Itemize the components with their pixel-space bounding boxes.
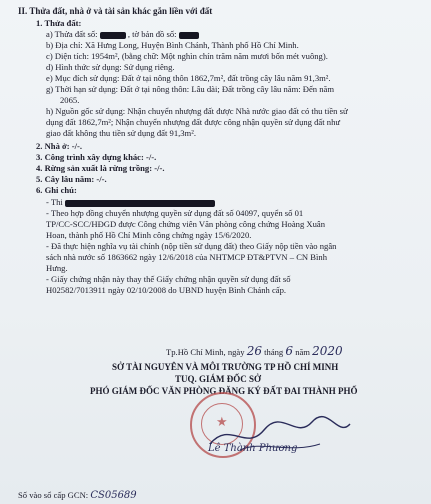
- signer-name: Lê Thành Phương: [208, 443, 298, 454]
- usage-term-line1: g) Thời hạn sử dụng: Đất ở tại nông thôn: Lâu dài; Đất trồng cây lâu năm: Đến năm: [46, 84, 335, 94]
- note-2: - Theo hợp đồng chuyển nhượng quyền sử dụng đất số 04097, quyển số 01: [46, 208, 304, 218]
- parcel-number-line: [46, 29, 199, 39]
- note-9: H02582/7013911 ngày 02/10/2008 do UBND huyện Bình Chánh cấp.: [46, 285, 287, 295]
- signing-year: 2020: [312, 344, 343, 358]
- note-3: TP/CC-SCC/HĐGD được Công chứng viên Văn phòng công chứng Hoàng Xuân: [46, 219, 326, 229]
- other-construction-item: 3. Công trình xây dựng khác: -/-.: [36, 152, 157, 162]
- note-7: Hưng.: [46, 263, 68, 273]
- section-title: II. Thửa đất, nhà ở và tài sản khác gắn liền với đất: [18, 6, 213, 16]
- signing-month: 6: [285, 344, 294, 358]
- signing-date: [166, 346, 343, 357]
- parcel-number-redacted: [100, 32, 126, 39]
- map-sheet-label: , tờ bản đồ số:: [127, 29, 177, 39]
- note-4: Hoan, thành phố Hồ Chí Minh công chứng ngày 15/6/2020.: [46, 230, 252, 240]
- registration-number: [18, 490, 137, 501]
- parcel-area: c) Diện tích: 1954m², (bằng chữ: Một nghìn chín trăm năm mươi bốn mét vuông).: [46, 51, 328, 61]
- parcel-address: b) Địa chỉ: Xã Hưng Long, Huyện Bình Chánh, Thành phố Hồ Chí Minh.: [46, 40, 299, 50]
- parcel-number-label: a) Thửa đất số:: [46, 29, 98, 39]
- map-sheet-redacted: [179, 32, 199, 39]
- signer-position: PHÓ GIÁM ĐỐC VĂN PHÒNG ĐĂNG KÝ ĐẤT ĐAI THÀNH PHỐ: [90, 386, 358, 396]
- signing-day: 26: [246, 344, 262, 358]
- usage-term-line2: 2065.: [60, 95, 80, 105]
- usage-origin-line3: giao đất không thu tiền sử dụng đất 91,3m².: [46, 128, 196, 138]
- forest-item: 4. Rừng sản xuất là rừng trồng: -/-.: [36, 163, 165, 173]
- seal-star-icon: ★: [216, 414, 228, 429]
- authority-name: SỞ TÀI NGUYÊN VÀ MÔI TRƯỜNG TP HỒ CHÍ MINH: [112, 362, 339, 372]
- year-label: năm: [295, 347, 310, 357]
- usage-origin-line1: h) Nguồn gốc sử dụng: Nhận chuyển nhượng đất được Nhà nước giao đất có thu tiền sử: [46, 106, 348, 116]
- signing-place: Tp.Hồ Chí Minh, ngày: [166, 347, 245, 357]
- note-8: - Giấy chứng nhận này thay thế Giấy chứng nhận quyền sử dụng đất số: [46, 274, 291, 284]
- notes-heading: 6. Ghi chú:: [36, 185, 77, 195]
- note-1: [46, 197, 215, 207]
- house-item: 2. Nhà ở: -/-.: [36, 141, 83, 151]
- perennial-trees-item: 5. Cây lâu năm: -/-.: [36, 174, 107, 184]
- registration-value: CS05689: [90, 490, 137, 501]
- usage-purpose: e) Mục đích sử dụng: Đất ở tại nông thôn 1862,7m², đất trồng cây lâu năm 91,3m².: [46, 73, 331, 83]
- registration-label: Số vào sổ cấp GCN:: [18, 490, 89, 500]
- parcel-heading: 1. Thửa đất:: [36, 18, 82, 28]
- month-label: tháng: [264, 347, 284, 357]
- usage-origin-line2: dụng đất 1862,7m²; Nhận chuyển nhượng đất được công nhận quyền sử dụng đất như: [46, 117, 341, 127]
- authority-delegation: TUQ. GIÁM ĐỐC SỞ: [175, 374, 262, 384]
- note-5: - Đã thực hiện nghĩa vụ tài chính (nộp tiền sử dụng đất) theo Giấy nộp tiền vào ngân: [46, 241, 337, 251]
- note-1-prefix: - Thi: [46, 197, 63, 207]
- usage-form: d) Hình thức sử dụng: Sử dụng riêng.: [46, 62, 175, 72]
- note-1-redacted: [65, 200, 215, 207]
- note-6: sách nhà nước số 1863662 ngày 12/6/2018 của NHTMCP ĐT&PTVN – CN Bình: [46, 252, 328, 262]
